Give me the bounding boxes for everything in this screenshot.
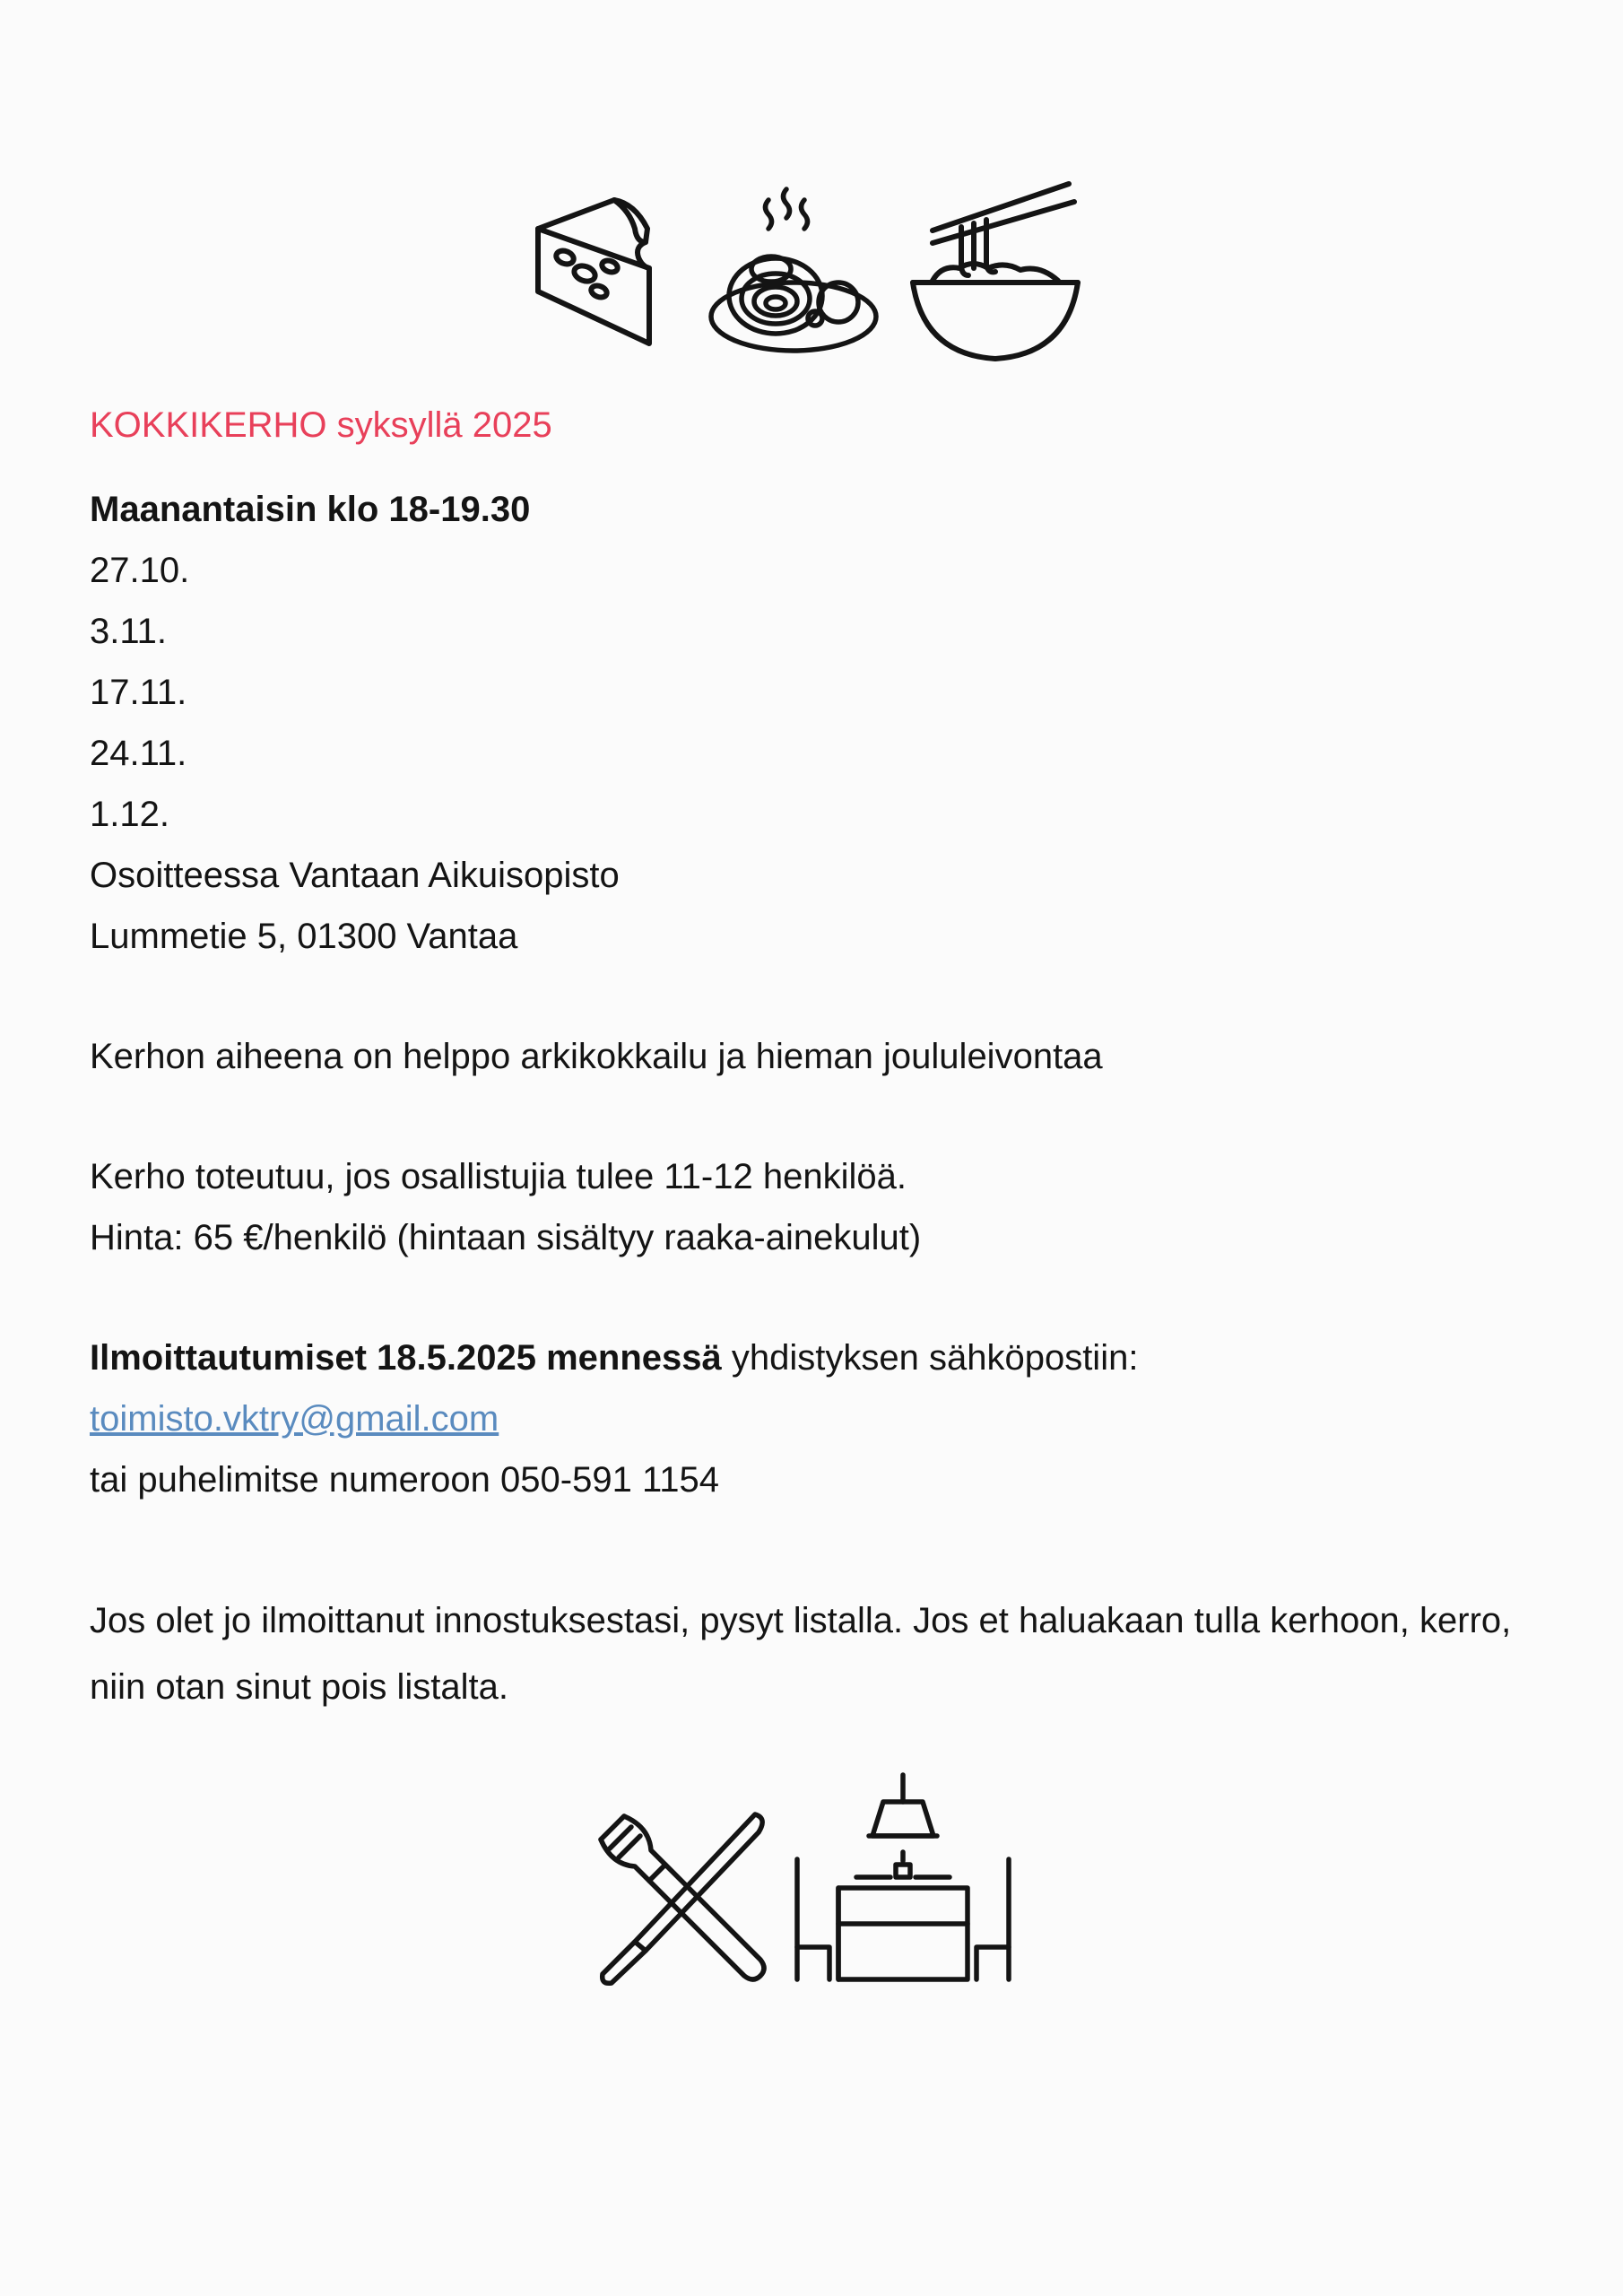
registration-method: yhdistyksen sähköpostiin: [721,1338,1139,1378]
header-icons [529,175,1085,368]
location-name: Osoitteessa Vantaan Aikuisopisto [90,856,620,895]
dining-table-icon [794,1771,1013,1991]
fork-and-knife-icon [592,1807,771,1987]
price-info: Hinta: 65 €/henkilö (hintaan sisältyy raaka-ainekulut) [90,1218,922,1257]
schedule-date: 27.10. [90,551,190,590]
schedule-heading: Maanantaisin klo 18-19.30 [90,490,531,529]
participant-requirement: Kerho toteutuu, jos osallistujia tulee 11-12 henkilöä. [90,1157,907,1196]
schedule-date: 3.11. [90,612,167,651]
schedule-date: 1.12. [90,795,169,834]
page-title: KOKKIKERHO syksyllä 2025 [90,405,552,445]
cheese-icon [529,193,659,350]
registration-deadline: Ilmoittautumiset 18.5.2025 mennessä [90,1338,722,1378]
schedule-date: 17.11. [90,673,187,712]
announcement-content [90,395,1560,1720]
noodle-bowl-icon [906,175,1085,363]
registration-info [90,1327,1560,1388]
phone-info: tai puhelimitse numeroon 050-591 1154 [90,1460,719,1500]
spaghetti-plate-icon [704,184,883,354]
email-link[interactable]: toimisto.vktry@gmail.com [90,1399,499,1439]
club-topic: Kerhon aiheena on helppo arkikokkailu ja hieman joululeivontaa [90,1037,1103,1076]
schedule-date: 24.11. [90,734,187,773]
footer-icons [592,1771,1022,1996]
location-address: Lummetie 5, 01300 Vantaa [90,917,518,956]
participation-note: Jos olet jo ilmoittanut innostuksestasi, pysyt listalla. Jos et haluakaan tulla kerhoon, kerro, niin otan sinut pois listalta. [90,1601,1512,1707]
